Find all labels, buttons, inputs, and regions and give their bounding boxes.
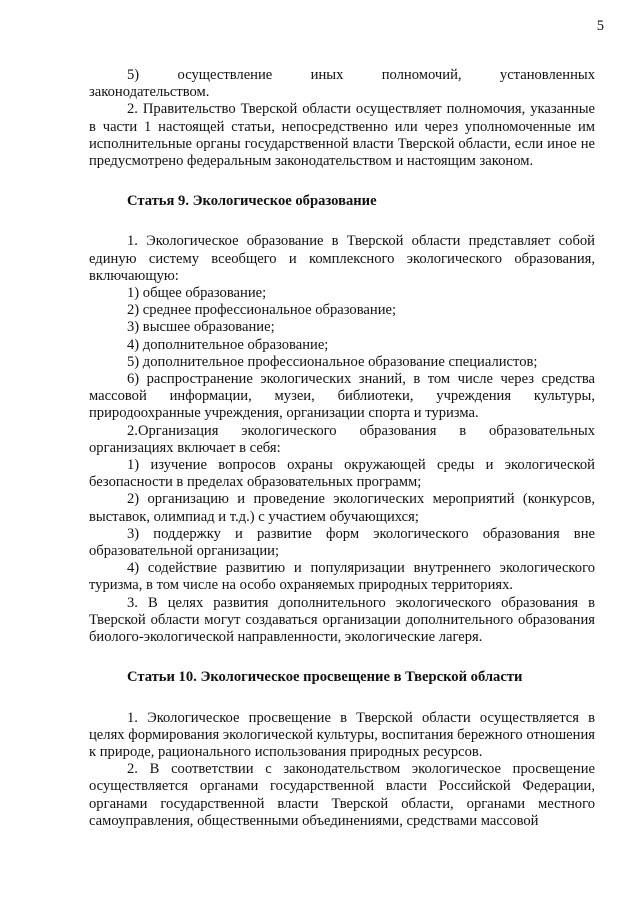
article-9-paragraph: 2.Организация экологического образования в образовательных организациях включает в себя: [89,422,595,456]
article-9-item: 5) дополнительное профессиональное образование специалистов; [127,353,538,370]
article-9-item: 3) поддержку и развитие форм экологического образования вне образовательной организации; [89,525,595,560]
article-10-body [89,710,595,830]
article-9-heading: Статья 9. Экологическое образование [127,193,377,210]
article-10-heading: Статьи 10. Экологическое просвещение в Тверской области [127,669,523,686]
page-number: 5 [596,18,604,34]
article-9-item: 3) высшее образование; [127,319,275,336]
document-body [89,67,595,830]
article-9-item: 2) среднее профессиональное образование; [127,302,397,319]
intro-paragraph-1: 5) осуществление иных полномочий, установленных законодательством. [89,67,595,101]
article-9-item: 4) содействие развитию и популяризации внутреннего экологического туризма, в том числе на особо охраняемых природных территориях. [89,560,595,594]
article-9-body [89,233,595,646]
intro-paragraph-2: 2. Правительство Тверской области осуществляет полномочия, указанные в части 1 настоящей статьи, непосредственно или через уполномоченные им исполнительные органы государственной власти Тверской области, если иное не предусмотрено федеральным законодательством и настоящим законом. [89,101,595,170]
article-10-paragraph: 2. В соответствии с законодательством экологическое просвещение осуществляется органами государственной власти Российской Федерации, органами государственной власти Тверской области, органами местного самоуправления, общественными объединениями, средствами массовой [89,761,595,829]
article-9-item: 1) общее образование; [127,285,267,302]
article-9-item: 4) дополнительное образование; [127,336,329,353]
article-9-item: 1) изучение вопросов охраны окружающей среды и экологической безопасности в пределах образовательных программ; [89,457,595,491]
article-9-paragraph: 3. В целях развития дополнительного экологического образования в Тверской области могут создаваться организации дополнительного образования биолого-экологической направленности, экологические лагеря. [89,594,595,646]
article-9-item: 2) организацию и проведение экологических мероприятий (конкурсов, выставок, олимпиад и т.д.) с участием обучающихся; [89,491,595,525]
article-9-paragraph: 1. Экологическое образование в Тверской области представляет собой единую систему всеобщего и комплексного экологического образования, включающую: [89,233,595,284]
article-9-item: 6) распространение экологических знаний, в том числе через средства массовой информации, музеи, библиотеки, учреждения культуры, природоохранные учреждения, организации спорта и туризма. [89,371,595,422]
article-10-paragraph: 1. Экологическое просвещение в Тверской области осуществляется в целях формирования экологической культуры, воспитания бережного отношения к природе, рационального использования природных ресурсов. [89,709,595,760]
